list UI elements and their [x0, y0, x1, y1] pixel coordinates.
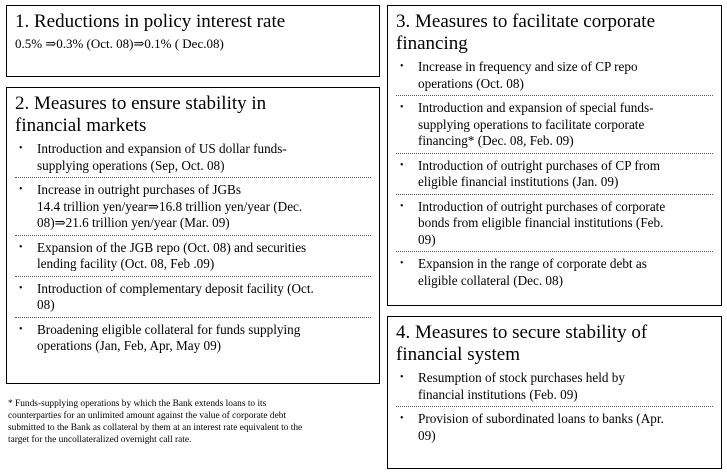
- item-line: financing* (Dec. 08, Feb. 09): [418, 133, 574, 148]
- policy-rate-title: 1. Reductions in policy interest rate: [15, 11, 286, 32]
- bullet-icon: •: [19, 241, 23, 253]
- footnote-line: counterparties for an unlimited amount against the value of corporate debt: [8, 411, 287, 421]
- list-item: [15, 141, 371, 178]
- item-line: eligible collateral (Dec. 08): [418, 272, 563, 288]
- item-line: 08): [37, 297, 55, 312]
- item-line: 08)⇒21.6 trillion yen/year (Mar. 09): [37, 215, 230, 230]
- financial-system-list: [396, 370, 713, 447]
- bullet-icon: •: [400, 159, 404, 171]
- item-line: operations (Jan, Feb, Apr, May 09): [37, 338, 222, 353]
- list-item: [396, 370, 713, 407]
- item-line: eligible financial institutions (Jan. 09): [418, 174, 619, 189]
- item-line: supplying operations to facilitate corporate: [418, 116, 645, 132]
- bullet-icon: •: [400, 413, 404, 424]
- item-line: Resumption of stock purchases held by: [418, 370, 625, 385]
- list-item: [396, 100, 713, 154]
- item-line: bonds from eligible financial institutions (Feb.: [418, 215, 664, 230]
- item-line: operations (Oct. 08): [418, 75, 524, 91]
- item-line: Introduction and expansion of special funds-: [418, 100, 654, 115]
- list-item: [396, 158, 713, 195]
- bullet-icon: •: [19, 323, 23, 335]
- item-line: Increase in frequency and size of CP repo: [418, 59, 638, 74]
- bullet-icon: •: [19, 143, 23, 154]
- title-line: 3. Measures to facilitate corporate: [396, 11, 656, 32]
- item-line: 09): [418, 427, 436, 443]
- corporate-financing-list: [396, 59, 713, 292]
- item-line: Expansion of the JGB repo (Oct. 08) and securities: [37, 239, 307, 255]
- bullet-icon: •: [400, 102, 404, 113]
- market-stability-list: [15, 141, 371, 358]
- title-line: financial system: [396, 344, 520, 365]
- item-line: Broadening eligible collateral for funds supplying: [37, 321, 301, 337]
- list-item: [396, 256, 713, 292]
- item-line: Introduction of outright purchases of CP from: [418, 157, 660, 173]
- title-line: 2. Measures to ensure stability in: [15, 93, 267, 114]
- bullet-icon: •: [19, 184, 23, 195]
- list-item: [15, 182, 371, 236]
- financial-system-title: [396, 322, 713, 366]
- item-line: Introduction and expansion of US dollar funds-: [37, 141, 287, 156]
- policy-rate-text: 0.5% ⇒0.3% (Oct. 08)⇒0.1% ( Dec.08): [15, 36, 224, 51]
- list-item: [15, 281, 371, 318]
- bullet-icon: •: [400, 372, 404, 383]
- title-line: 4. Measures to secure stability of: [396, 322, 648, 343]
- corporate-financing-title: [396, 11, 713, 55]
- bullet-icon: •: [400, 61, 404, 72]
- corporate-financing-box: [387, 5, 722, 306]
- list-item: [396, 199, 713, 253]
- list-item: [396, 59, 713, 96]
- bullet-icon: •: [400, 258, 404, 269]
- item-line: Introduction of outright purchases of corporate: [418, 198, 666, 214]
- market-stability-title: [15, 93, 371, 137]
- item-line: 09): [418, 231, 436, 247]
- list-item: [15, 240, 371, 277]
- footnote-line: * Funds-supplying operations by which the Bank extends loans to its: [8, 399, 267, 409]
- item-line: supplying operations (Sep, Oct. 08): [37, 157, 225, 173]
- item-line: Provision of subordinated loans to banks (Apr.: [418, 411, 664, 426]
- item-line: lending facility (Oct. 08, Feb .09): [37, 256, 215, 271]
- market-stability-box: [6, 87, 380, 384]
- list-item: [396, 411, 713, 447]
- title-line: financial markets: [15, 115, 147, 136]
- bullet-icon: •: [400, 200, 404, 212]
- footnote-line: submitted to the Bank as collateral by them at an interest rate equivalent to the: [8, 423, 303, 433]
- list-item: [15, 322, 371, 358]
- item-line: financial institutions (Feb. 09): [418, 386, 578, 402]
- item-line: 14.4 trillion yen/year⇒16.8 trillion yen/year (Dec.: [37, 198, 303, 214]
- policy-rate-box: [6, 5, 380, 77]
- footnote-line: target for the uncollateralized overnight call rate.: [8, 435, 192, 445]
- title-line: financing: [396, 33, 468, 54]
- item-line: Introduction of complementary deposit facility (Oct.: [37, 280, 314, 296]
- financial-system-box: [387, 316, 722, 469]
- bullet-icon: •: [19, 282, 23, 294]
- item-line: Increase in outright purchases of JGBs: [37, 182, 241, 197]
- footnote: [8, 398, 380, 446]
- item-line: Expansion in the range of corporate debt as: [418, 256, 647, 271]
